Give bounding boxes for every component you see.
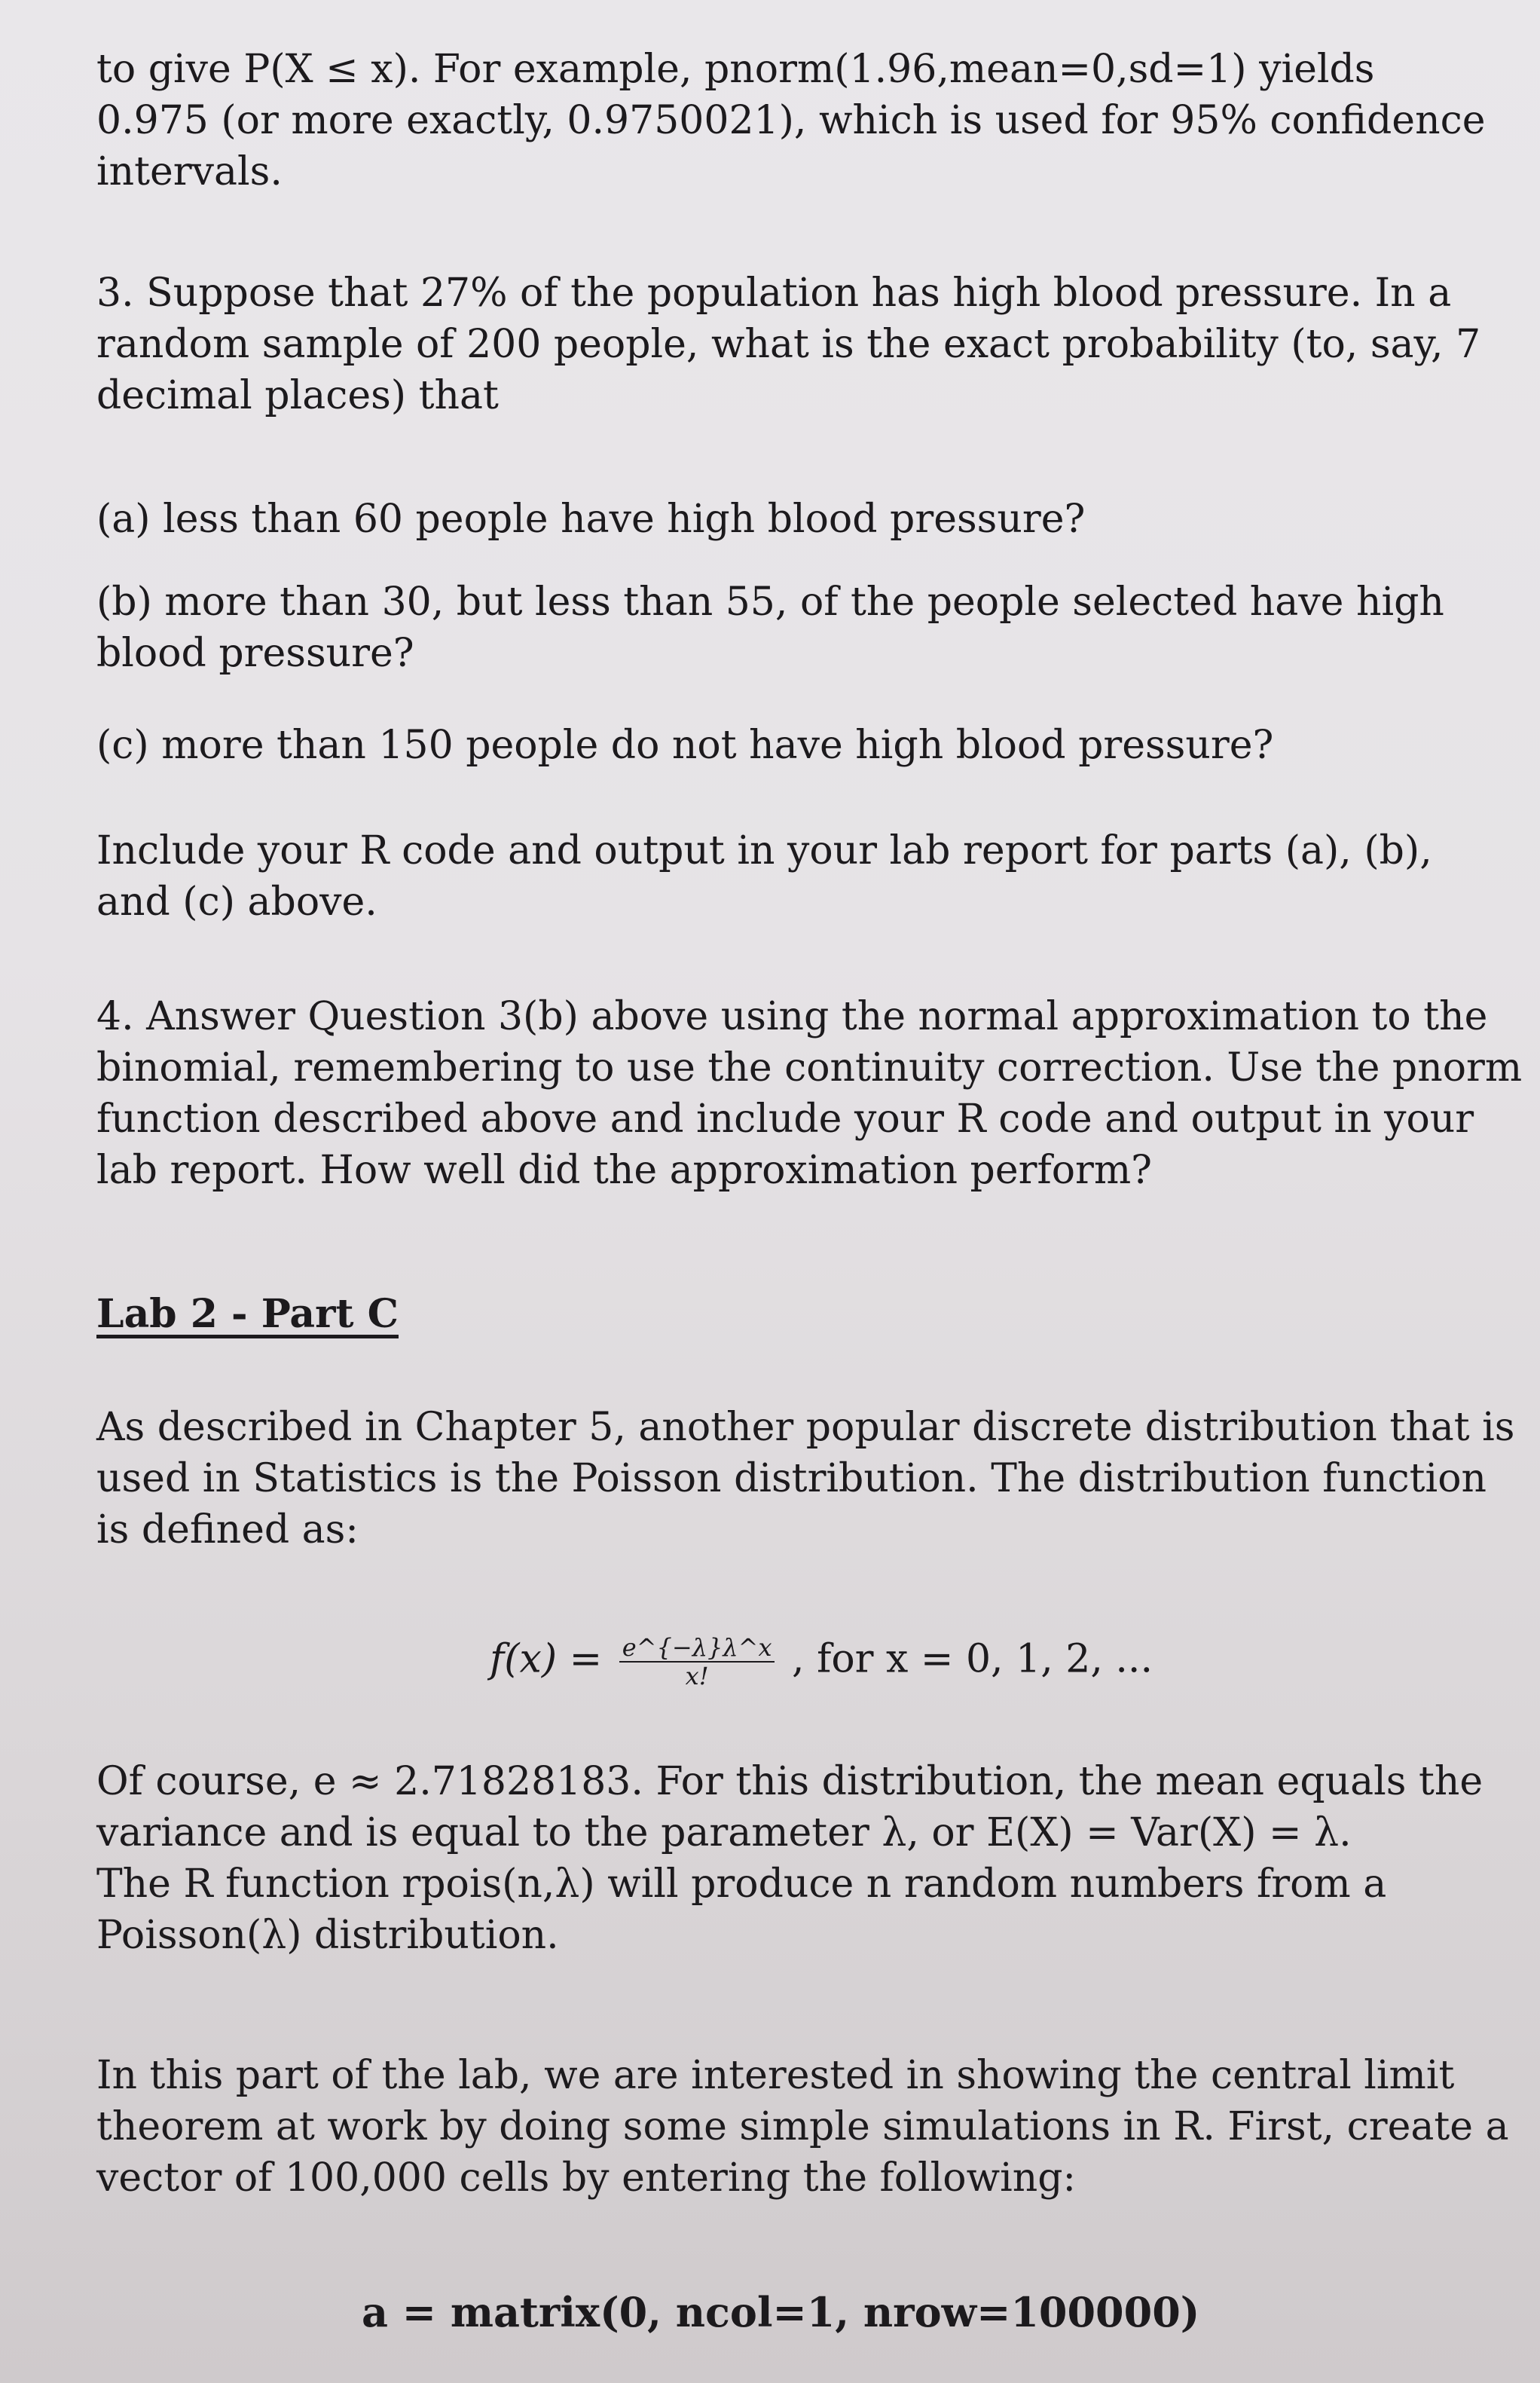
- poisson-formula: [490, 1634, 1153, 1690]
- section-heading: Lab 2 - Part C: [96, 1291, 399, 1337]
- q3-include-line-1: Include your R code and output in your lab report for parts (a), (b),: [96, 828, 1432, 873]
- part-c-paragraph-3: [96, 2050, 1509, 2204]
- partc-p3-line-1: In this part of the lab, we are interested in showing the central limit: [96, 2053, 1455, 2098]
- intro-line-3: intervals.: [96, 149, 283, 194]
- formula-denominator: x!: [685, 1662, 709, 1690]
- q3b-line-2: blood pressure?: [96, 631, 414, 676]
- q4-line-3: function described above and include your R code and output in your: [96, 1097, 1474, 1142]
- question-3-stem: [96, 268, 1498, 421]
- formula-fraction: [619, 1634, 775, 1690]
- q4-line-1: 4. Answer Question 3(b) above using the normal approximation to the: [96, 994, 1488, 1039]
- partc-p2-line-1: Of course, e ≈ 2.71828183. For this distribution, the mean equals the: [96, 1759, 1483, 1804]
- q3-stem-line-2: random sample of 200 people, what is the exact probability (to, say, 7: [96, 322, 1481, 367]
- q3-include-line-2: and (c) above.: [96, 879, 377, 925]
- intro-paragraph: [96, 44, 1498, 197]
- q3-stem-line-3: decimal places) that: [96, 373, 499, 418]
- partc-p3-line-2: theorem at work by doing some simple simulations in R. First, create a: [96, 2104, 1509, 2149]
- q3c-text: (c) more than 150 people do not have high blood pressure?: [96, 723, 1274, 768]
- section-heading-container: [96, 1289, 1498, 1340]
- intro-line-1: to give P(X ≤ x). For example, pnorm(1.96,mean=0,sd=1) yields: [96, 47, 1375, 92]
- formula-rhs: , for x = 0, 1, 2, ...: [792, 1636, 1153, 1682]
- partc-p2-line-4: Poisson(λ) distribution.: [96, 1913, 559, 1958]
- r-code-text: a = matrix(0, ncol=1, nrow=100000): [362, 2288, 1200, 2336]
- intro-line-2: 0.975 (or more exactly, 0.9750021), which is used for 95% confidence: [96, 98, 1486, 143]
- formula-lhs: f(x) =: [490, 1636, 603, 1682]
- partc-p2-line-3: The R function rpois(n,λ) will produce n random numbers from a: [96, 1861, 1387, 1907]
- partc-p2-line-2: variance and is equal to the parameter λ, or E(X) = Var(X) = λ.: [96, 1810, 1352, 1855]
- q3-stem-line-1: 3. Suppose that 27% of the population has high blood pressure. In a: [96, 271, 1452, 316]
- partc-p1-line-3: is defined as:: [96, 1507, 359, 1552]
- question-3a: [96, 494, 1498, 545]
- q4-line-4: lab report. How well did the approximation perform?: [96, 1148, 1153, 1193]
- formula-numerator: e^{−λ}λ^x: [619, 1634, 775, 1663]
- q4-line-2: binomial, remembering to use the continuity correction. Use the pnorm: [96, 1045, 1523, 1091]
- question-4: [96, 991, 1523, 1196]
- question-3b: [96, 577, 1498, 679]
- q3b-line-1: (b) more than 30, but less than 55, of the people selected have high: [96, 580, 1444, 625]
- partc-p1-line-1: As described in Chapter 5, another popular discrete distribution that is: [96, 1405, 1515, 1450]
- question-3-instructions: [96, 825, 1498, 928]
- part-c-paragraph-1: [96, 1402, 1515, 1556]
- question-3c: [96, 720, 1498, 771]
- part-c-paragraph-2: [96, 1756, 1498, 1961]
- partc-p1-line-2: used in Statistics is the Poisson distribution. The distribution function: [96, 1456, 1487, 1501]
- r-code-line: [362, 2288, 1199, 2336]
- q3a-text: (a) less than 60 people have high blood pressure?: [96, 497, 1086, 542]
- partc-p3-line-3: vector of 100,000 cells by entering the following:: [96, 2155, 1077, 2201]
